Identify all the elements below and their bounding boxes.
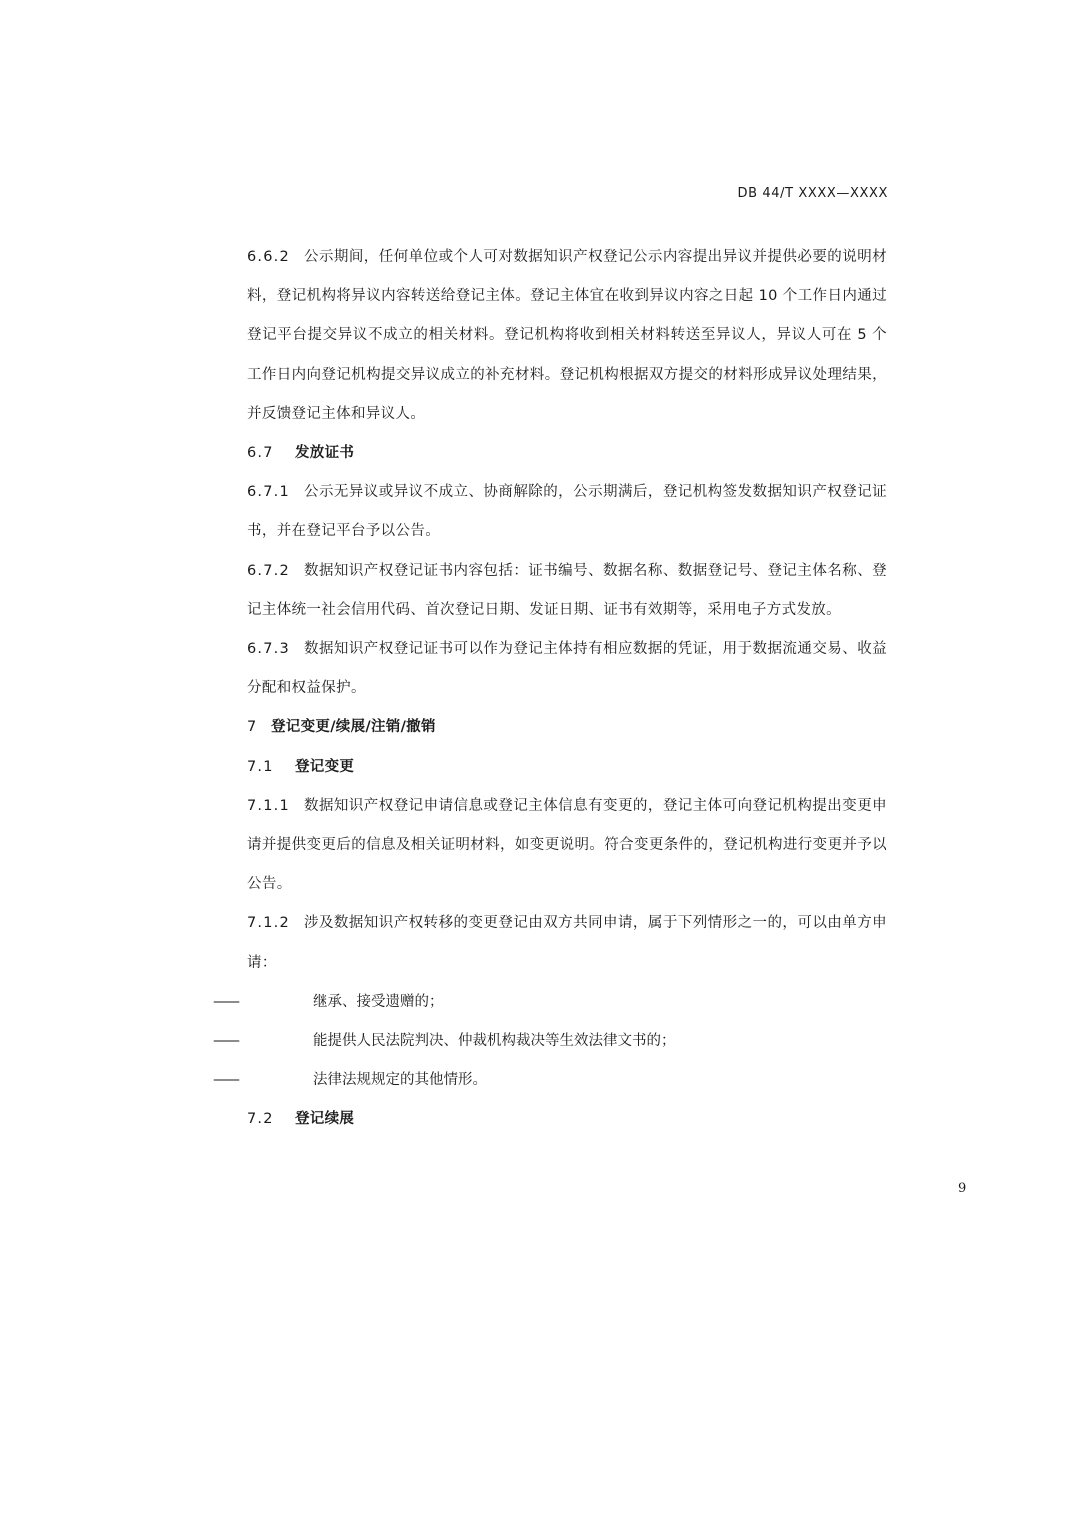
clause-text: 数据知识产权登记证书内容包括：证书编号、数据名称、数据登记号、登记主体名称、登记主体统一社会信用代码、首次登记日期、发证日期、证书有效期等，采用电子方式发放。	[247, 562, 887, 618]
section-number: 7.2	[247, 1111, 274, 1128]
clause-number: 6.7.2	[247, 562, 290, 579]
list-item	[213, 1022, 887, 1061]
page-number: 9	[958, 1181, 967, 1196]
clause-number: 7.1.2	[247, 915, 290, 932]
document-body	[213, 238, 887, 1140]
section-title: 登记续展	[295, 1111, 355, 1128]
clause-6-7-3	[247, 630, 887, 708]
standard-id: DB 44/T XXXX—XXXX	[737, 186, 888, 201]
section-7-2-heading	[247, 1100, 887, 1139]
list-dash: ——	[213, 1072, 238, 1089]
section-title: 发放证书	[295, 445, 355, 462]
list-item	[213, 983, 887, 1022]
clause-text: 数据知识产权登记证书可以作为登记主体持有相应数据的凭证，用于数据流通交易、收益分配和权益保护。	[247, 641, 887, 697]
section-7-1-heading	[247, 748, 887, 787]
list-item	[213, 1061, 887, 1100]
clause-text: 涉及数据知识产权转移的变更登记由双方共同申请，属于下列情形之一的，可以由单方申请：	[247, 915, 887, 971]
list-item-text: 继承、接受遗赠的；	[313, 993, 444, 1010]
section-7-heading	[247, 708, 887, 747]
clause-number: 6.7.1	[247, 484, 290, 501]
clause-number: 6.7.3	[247, 641, 290, 658]
section-number: 7	[247, 719, 258, 736]
list-item-text: 能提供人民法院判决、仲裁机构裁决等生效法律文书的；	[313, 1033, 676, 1050]
clause-6-6-2	[247, 238, 887, 434]
clause-6-7-1	[247, 473, 887, 551]
section-number: 7.1	[247, 758, 274, 775]
section-title: 登记变更/续展/注销/撤销	[271, 719, 436, 736]
clause-text: 公示期间，任何单位或个人可对数据知识产权登记公示内容提出异议并提供必要的说明材料，登记机构将异议内容转送给登记主体。登记主体宜在收到异议内容之日起 10 个工作日内通过登记平台提交异议不成立的相关材料。登记机构将收到相关材料转送至异议人，异议人可在 5 个工作日内向登记机构提交异议成立的补充材料。登记机构根据双方提交的材料形成异议处理结果，并反馈登记主体和异议人。	[247, 249, 887, 422]
list-dash: ——	[213, 993, 238, 1010]
clause-7-1-2	[247, 904, 887, 982]
section-number: 6.7	[247, 445, 274, 462]
clause-text: 公示无异议或异议不成立、协商解除的，公示期满后，登记机构签发数据知识产权登记证书，并在登记平台予以公告。	[247, 484, 887, 540]
clause-6-7-2	[247, 552, 887, 630]
clause-number: 7.1.1	[247, 797, 290, 814]
clause-7-1-1	[247, 787, 887, 905]
list-item-text: 法律法规规定的其他情形。	[313, 1072, 487, 1089]
section-title: 登记变更	[295, 758, 355, 775]
list-dash: ——	[213, 1033, 238, 1050]
clause-number: 6.6.2	[247, 249, 290, 265]
clause-text: 数据知识产权登记申请信息或登记主体信息有变更的，登记主体可向登记机构提出变更申请并提供变更后的信息及相关证明材料，如变更说明。符合变更条件的，登记机构进行变更并予以公告。	[247, 797, 887, 893]
section-6-7-heading	[247, 434, 887, 473]
